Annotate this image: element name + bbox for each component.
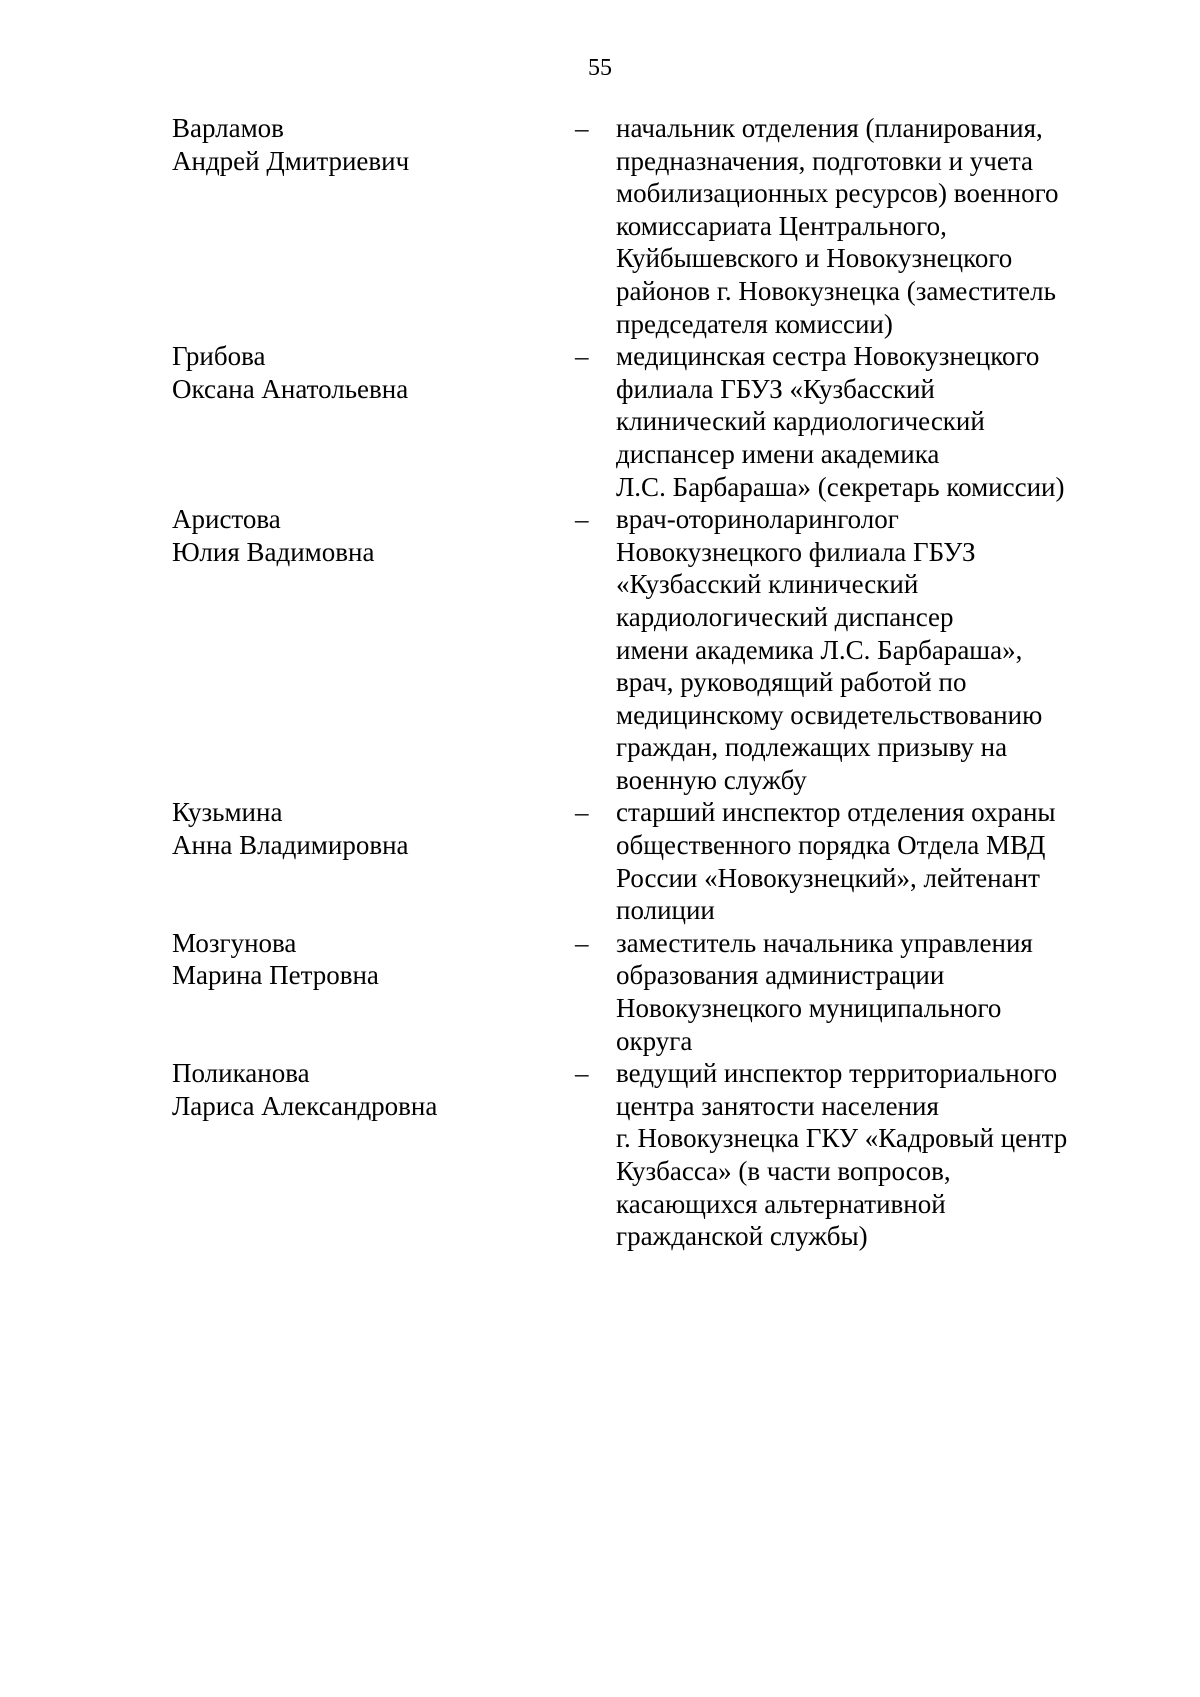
member-name [172, 796, 572, 861]
role-line: районов г. Новокузнецка (заместитель [616, 275, 1056, 306]
role-line: мобилизационных ресурсов) военного [616, 178, 1059, 209]
role-line: кардиологический диспансер [616, 601, 954, 632]
member-role [616, 1057, 1116, 1253]
role-line: медицинская сестра Новокузнецкого [616, 341, 1040, 372]
dash-separator: – [575, 504, 589, 535]
role-line: «Кузбасский клинический [616, 569, 919, 600]
member-role [616, 503, 1116, 796]
role-line: клинический кардиологический [616, 406, 985, 437]
role-line: граждан, подлежащих призыву на [616, 732, 1008, 763]
member-name [172, 927, 572, 992]
role-line: начальник отделения (планирования, [616, 113, 1043, 143]
commission-members-list [0, 112, 1200, 1253]
role-line: имени академика Л.С. Барбараша», [616, 634, 1023, 665]
member-given-names: Марина Петровна [172, 960, 379, 991]
member-surname: Грибова [172, 341, 266, 372]
role-line: центра занятости населения [616, 1090, 939, 1121]
role-line: Новокузнецкого филиала ГБУЗ [616, 536, 976, 567]
role-line: Л.С. Барбараша» (секретарь комиссии) [616, 471, 1065, 502]
member-given-names: Оксана Анатольевна [172, 373, 409, 404]
member-entry [0, 503, 1200, 796]
member-given-names: Андрей Дмитриевич [172, 145, 410, 176]
dash-separator: – [575, 113, 589, 143]
member-given-names: Лариса Александровна [172, 1090, 438, 1121]
role-line: предназначения, подготовки и учета [616, 145, 1033, 176]
role-line: филиала ГБУЗ «Кузбасский [616, 373, 935, 404]
member-entry [0, 927, 1200, 1057]
member-surname: Варламов [172, 113, 284, 143]
role-line: врач, руководящий работой по [616, 667, 967, 698]
role-line: Новокузнецкого муниципального [616, 993, 1002, 1024]
role-line: образования администрации [616, 960, 945, 991]
member-surname: Аристова [172, 504, 281, 535]
member-given-names: Анна Владимировна [172, 830, 409, 861]
dash-separator: – [575, 341, 589, 372]
dash-separator: – [575, 797, 589, 828]
member-entry [0, 796, 1200, 926]
member-entry [0, 1057, 1200, 1253]
role-line: Кузбасса» (в части вопросов, [616, 1156, 951, 1186]
role-line: диспансер имени академика [616, 438, 940, 469]
role-line: врач-оториноларинголог [616, 504, 899, 535]
member-entry [0, 112, 1200, 340]
role-line: России «Новокузнецкий», лейтенант [616, 862, 1040, 893]
role-line: комиссариата Центрального, [616, 210, 947, 241]
page-number: 55 [588, 55, 612, 81]
member-name [172, 503, 572, 568]
role-line: полиции [616, 895, 715, 926]
member-name [172, 340, 572, 405]
member-given-names: Юлия Вадимовна [172, 536, 375, 567]
role-line: медицинскому освидетельствованию [616, 699, 1043, 730]
role-line: Куйбышевского и Новокузнецкого [616, 243, 1013, 274]
dash-separator: – [575, 1058, 589, 1089]
role-line: гражданской службы) [616, 1221, 868, 1252]
role-line: г. Новокузнецка ГКУ «Кадровый центр [616, 1123, 1068, 1154]
member-surname: Кузьмина [172, 797, 283, 828]
member-surname: Поликанова [172, 1058, 310, 1089]
role-line: заместитель начальника управления [616, 927, 1033, 958]
member-role [616, 340, 1116, 503]
member-role [616, 796, 1116, 926]
member-role [616, 927, 1116, 1057]
member-surname: Мозгунова [172, 927, 297, 958]
member-role [616, 112, 1116, 340]
role-line: военную службу [616, 764, 807, 795]
role-line: ведущий инспектор территориального [616, 1058, 1058, 1089]
role-line: касающихся альтернативной [616, 1188, 946, 1219]
role-line: округа [616, 1025, 693, 1056]
dash-separator: – [575, 927, 589, 958]
role-line: общественного порядка Отдела МВД [616, 830, 1046, 861]
member-name [172, 1057, 572, 1122]
member-entry [0, 340, 1200, 503]
role-line: старший инспектор отделения охраны [616, 797, 1056, 828]
role-line: председателя комиссии) [616, 308, 893, 339]
member-name [172, 112, 572, 177]
